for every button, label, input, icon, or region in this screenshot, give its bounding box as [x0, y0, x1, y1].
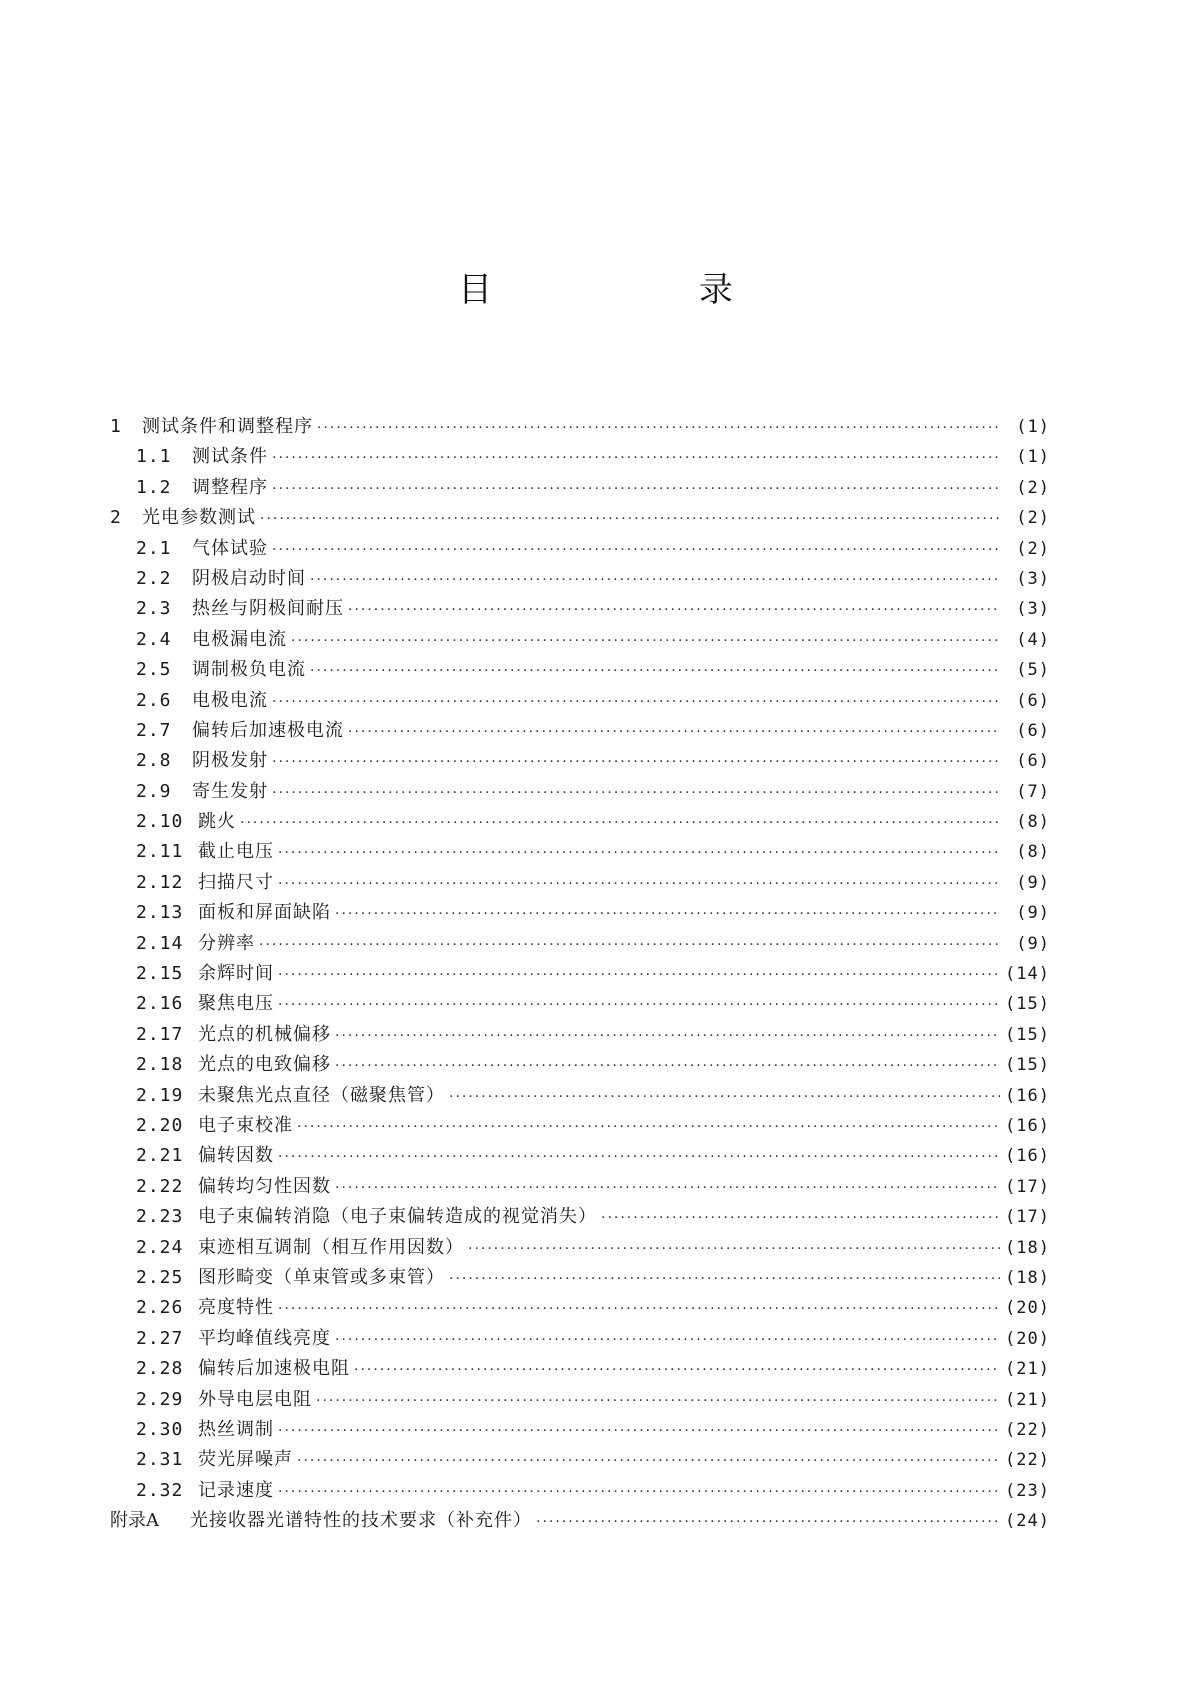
dot-leader: [272, 443, 1000, 473]
toc-title: 寄生发射: [192, 780, 268, 802]
dot-leader: [348, 717, 1000, 747]
toc-title: 截止电压: [198, 841, 274, 863]
toc-entry[interactable]: [110, 412, 1050, 442]
toc-entry[interactable]: [110, 1202, 1050, 1232]
toc-title: 测试条件: [192, 446, 268, 468]
toc-number: 2.9: [136, 780, 172, 802]
toc-entry[interactable]: [110, 564, 1050, 594]
toc-title: 调整程序: [192, 476, 268, 498]
toc-page: (3): [1016, 568, 1050, 589]
toc-title: 偏转后加速极电阻: [198, 1358, 350, 1380]
dot-leader: [259, 930, 1000, 960]
toc-entry[interactable]: [110, 746, 1050, 776]
toc-page: (22): [1005, 1419, 1050, 1440]
toc-entry[interactable]: [110, 1050, 1050, 1080]
toc-number: 2.7: [136, 719, 172, 741]
toc-entry[interactable]: [110, 1172, 1050, 1202]
dot-leader: [601, 1203, 1000, 1233]
toc-title: 图形畸变（单束管或多束管）: [198, 1266, 445, 1288]
toc-page: (8): [1016, 842, 1050, 863]
toc-title: 电极电流: [192, 689, 268, 711]
dot-leader: [335, 899, 1000, 929]
toc-number: 2.21: [136, 1145, 184, 1167]
toc-entry[interactable]: [110, 594, 1050, 624]
dot-leader: [297, 1446, 1000, 1476]
table-of-contents: [110, 412, 1050, 1536]
toc-page: (4): [1016, 629, 1050, 650]
toc-entry[interactable]: [110, 442, 1050, 472]
dot-leader: [297, 1112, 1000, 1142]
toc-number: 2.12: [136, 871, 184, 893]
toc-title: 偏转因数: [198, 1145, 274, 1167]
toc-page: (8): [1016, 812, 1050, 833]
toc-number: 1.1: [136, 446, 172, 468]
toc-page: (7): [1016, 781, 1050, 802]
dot-leader: [354, 1355, 1000, 1385]
toc-entry[interactable]: [110, 1233, 1050, 1263]
toc-entry[interactable]: [110, 1111, 1050, 1141]
dot-leader: [272, 474, 1000, 504]
toc-number: 2.1: [136, 537, 172, 559]
toc-title: 荧光屏噪声: [198, 1449, 293, 1471]
dot-leader: [278, 960, 1000, 990]
toc-title: 气体试验: [192, 537, 268, 559]
toc-page: (6): [1016, 690, 1050, 711]
toc-page: (17): [1005, 1207, 1050, 1228]
dot-leader: [335, 1051, 1000, 1081]
toc-title: 热丝与阴极间耐压: [192, 598, 344, 620]
toc-page: (9): [1016, 933, 1050, 954]
dot-leader: [240, 808, 1000, 838]
toc-entry[interactable]: [110, 1293, 1050, 1323]
toc-page: (1): [1016, 447, 1050, 468]
toc-page: (22): [1005, 1450, 1050, 1471]
toc-number: 1.2: [136, 476, 172, 498]
dot-leader: [468, 1234, 1000, 1264]
toc-page: (15): [1005, 1024, 1050, 1045]
toc-title: 光接收器光谱特性的技术要求（补充件）: [190, 1510, 532, 1532]
toc-entry[interactable]: [110, 503, 1050, 533]
toc-entry[interactable]: [110, 959, 1050, 989]
toc-title: 测试条件和调整程序: [142, 416, 313, 437]
toc-title: 余辉时间: [198, 963, 274, 985]
dot-leader: [278, 838, 1000, 868]
toc-page: (9): [1016, 903, 1050, 924]
toc-entry[interactable]: [110, 1415, 1050, 1445]
toc-title: 扫描尺寸: [198, 871, 274, 893]
toc-entry-appendix[interactable]: [110, 1506, 1050, 1536]
toc-title: 分辨率: [198, 932, 255, 954]
toc-number: 1: [110, 416, 122, 437]
dot-leader: [291, 626, 1000, 656]
toc-number: 2.20: [136, 1114, 184, 1136]
toc-number: 2.6: [136, 689, 172, 711]
toc-number: 2.4: [136, 628, 172, 650]
dot-leader: [310, 565, 1000, 595]
toc-title: 光点的电致偏移: [198, 1054, 331, 1076]
toc-page: (18): [1005, 1237, 1050, 1258]
toc-title: 调制极负电流: [192, 659, 306, 681]
dot-leader: [449, 1264, 1000, 1294]
toc-page: (2): [1016, 538, 1050, 559]
toc-number: 2.31: [136, 1449, 184, 1471]
toc-entry[interactable]: [110, 473, 1050, 503]
toc-entry[interactable]: [110, 625, 1050, 655]
toc-page: (18): [1005, 1267, 1050, 1288]
toc-number: 2.22: [136, 1175, 184, 1197]
toc-entry[interactable]: [110, 1354, 1050, 1384]
toc-entry[interactable]: [110, 807, 1050, 837]
dot-leader: [335, 1325, 1000, 1355]
toc-title: 偏转后加速极电流: [192, 719, 344, 741]
dot-leader: [272, 778, 1000, 808]
toc-title: 平均峰值线亮度: [198, 1327, 331, 1349]
toc-number: 2.30: [136, 1418, 184, 1440]
toc-page: (21): [1005, 1359, 1050, 1380]
dot-leader: [278, 1142, 1000, 1172]
toc-number: 2.2: [136, 567, 172, 589]
toc-title: 记录速度: [198, 1479, 274, 1501]
toc-title: 阴极发射: [192, 750, 268, 772]
dot-leader: [317, 413, 1000, 443]
dot-leader: [335, 1173, 1000, 1203]
toc-number: 2.5: [136, 659, 172, 681]
toc-entry[interactable]: [110, 898, 1050, 928]
toc-number: 2.19: [136, 1084, 184, 1106]
toc-number: 2.23: [136, 1206, 184, 1228]
dot-leader: [272, 747, 1000, 777]
toc-title: 聚焦电压: [198, 993, 274, 1015]
toc-entry[interactable]: [110, 1385, 1050, 1415]
toc-entry[interactable]: [110, 1263, 1050, 1293]
toc-page: (14): [1005, 964, 1050, 985]
toc-page: (16): [1005, 1085, 1050, 1106]
dot-leader: [278, 990, 1000, 1020]
dot-leader: [260, 504, 1000, 534]
toc-page: (15): [1005, 1055, 1050, 1076]
toc-title: 偏转均匀性因数: [198, 1175, 331, 1197]
toc-entry[interactable]: [110, 989, 1050, 1019]
dot-leader: [278, 1294, 1000, 1324]
toc-page: (23): [1005, 1480, 1050, 1501]
toc-title: 亮度特性: [198, 1297, 274, 1319]
toc-page: (5): [1016, 660, 1050, 681]
toc-page: (1): [1016, 417, 1050, 437]
toc-number: 2.13: [136, 902, 184, 924]
toc-number: 2.8: [136, 750, 172, 772]
toc-title: 电子束偏转消隐（电子束偏转造成的视觉消失）: [198, 1206, 597, 1228]
dot-leader: [278, 869, 1000, 899]
toc-title: 光点的机械偏移: [198, 1023, 331, 1045]
toc-title: 未聚焦光点直径（磁聚焦管）: [198, 1084, 445, 1106]
toc-number: 2.29: [136, 1388, 184, 1410]
toc-number: 2.11: [136, 841, 184, 863]
dot-leader: [348, 595, 1000, 625]
toc-number: 2.28: [136, 1358, 184, 1380]
page-title: 目 录: [458, 270, 831, 310]
dot-leader: [316, 1386, 1000, 1416]
toc-page: (6): [1016, 720, 1050, 741]
toc-number: 附录A: [110, 1510, 159, 1532]
toc-number: 2.25: [136, 1266, 184, 1288]
toc-page: (16): [1005, 1115, 1050, 1136]
toc-number: 2.27: [136, 1327, 184, 1349]
toc-title: 外导电层电阻: [198, 1388, 312, 1410]
toc-number: 2.32: [136, 1479, 184, 1501]
toc-page: (6): [1016, 751, 1050, 772]
toc-entry[interactable]: [110, 655, 1050, 685]
dot-leader: [536, 1507, 1000, 1537]
toc-number: 2.16: [136, 993, 184, 1015]
toc-number: 2: [110, 507, 122, 529]
toc-number: 2.15: [136, 963, 184, 985]
dot-leader: [310, 656, 1000, 686]
toc-title: 面板和屏面缺陷: [198, 902, 331, 924]
dot-leader: [272, 535, 1000, 565]
toc-title: 热丝调制: [198, 1418, 274, 1440]
toc-title: 束迹相互调制（相互作用因数）: [198, 1236, 464, 1258]
toc-entry[interactable]: [110, 868, 1050, 898]
toc-entry[interactable]: [110, 1476, 1050, 1506]
toc-number: 2.14: [136, 932, 184, 954]
toc-page: (2): [1016, 508, 1050, 529]
dot-leader: [449, 1082, 1000, 1112]
toc-entry[interactable]: [110, 716, 1050, 746]
toc-number: 2.3: [136, 598, 172, 620]
toc-entry[interactable]: [110, 1324, 1050, 1354]
toc-title: 电子束校准: [198, 1114, 293, 1136]
toc-entry[interactable]: [110, 929, 1050, 959]
toc-title: 跳火: [198, 811, 236, 833]
toc-entry[interactable]: [110, 1445, 1050, 1475]
dot-leader: [272, 687, 1000, 717]
toc-page: (20): [1005, 1298, 1050, 1319]
toc-number: 2.26: [136, 1297, 184, 1319]
toc-page: (3): [1016, 599, 1050, 620]
toc-page: (21): [1005, 1389, 1050, 1410]
toc-title: 阴极启动时间: [192, 567, 306, 589]
toc-number: 2.24: [136, 1236, 184, 1258]
toc-number: 2.17: [136, 1023, 184, 1045]
toc-entry[interactable]: [110, 686, 1050, 716]
toc-page: (20): [1005, 1328, 1050, 1349]
toc-page: (2): [1016, 477, 1050, 498]
toc-entry[interactable]: [110, 1081, 1050, 1111]
toc-entry[interactable]: [110, 1020, 1050, 1050]
toc-title: 光电参数测试: [142, 507, 256, 529]
toc-page: (17): [1005, 1176, 1050, 1197]
dot-leader: [335, 1021, 1000, 1051]
dot-leader: [278, 1477, 1000, 1507]
toc-page: (16): [1005, 1146, 1050, 1167]
toc-number: 2.10: [136, 811, 184, 833]
toc-title: 电极漏电流: [192, 628, 287, 650]
toc-entry[interactable]: [110, 777, 1050, 807]
dot-leader: [278, 1416, 1000, 1446]
toc-entry[interactable]: [110, 1141, 1050, 1171]
toc-page: (9): [1016, 872, 1050, 893]
toc-number: 2.18: [136, 1054, 184, 1076]
toc-entry[interactable]: [110, 534, 1050, 564]
toc-page: (24): [1005, 1511, 1050, 1532]
toc-page: (15): [1005, 994, 1050, 1015]
toc-entry[interactable]: [110, 837, 1050, 867]
